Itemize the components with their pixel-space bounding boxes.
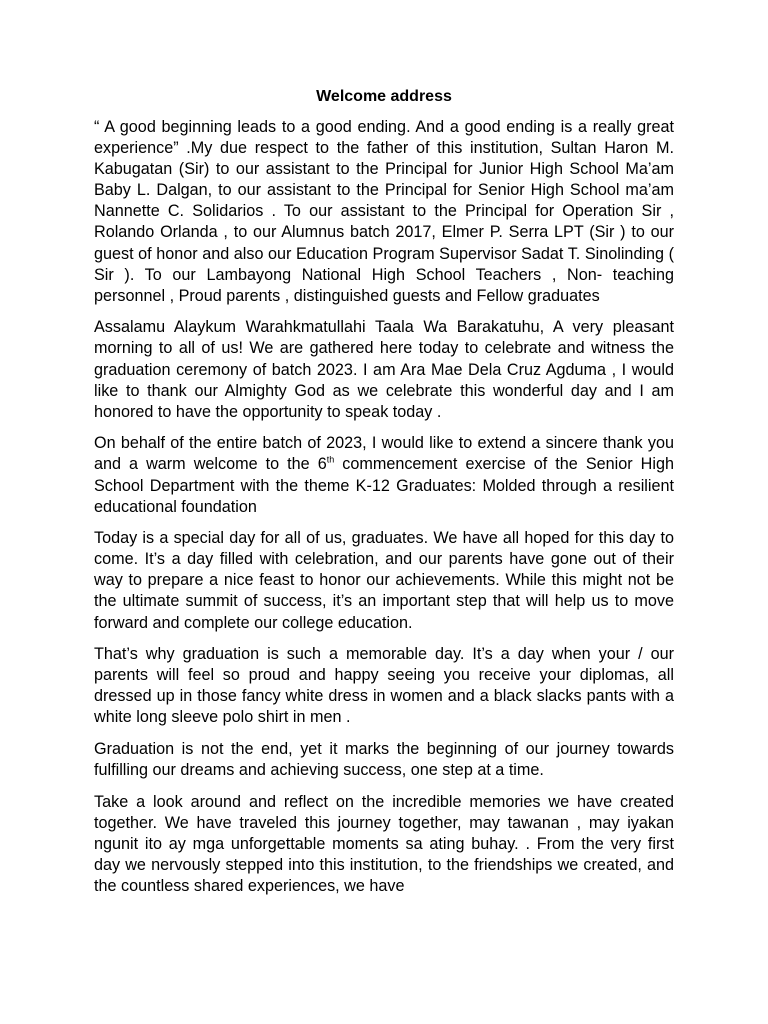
- paragraph-welcome-part2: commencement exercise of the Senior High School Department with the theme K-12 Graduates: Molded through a resilient educational foundation: [94, 455, 674, 516]
- paragraph-welcome-part1: On behalf of the entire batch of 2023, I would like to extend a sincere thank you and a warm welcome to the 6: [94, 434, 674, 474]
- document-body: [94, 117, 674, 908]
- paragraph-special-day: Today is a special day for all of us, graduates. We have all hoped for this day to come. It’s a day filled with celebration, and our parents have gone out of their way to prepare a nice feast to honor our achievements. While this might not be the ultimate summit of success, it’s an important step that will help us to move forward and complete our college education.: [94, 529, 674, 632]
- paragraph-greeting: Assalamu Alaykum Warahkmatullahi Taala Wa Barakatuhu, A very pleasant morning to all of us! We are gathered here today to celebrate and witness the graduation ceremony of batch 2023. I am Ara Mae Dela Cruz Agduma , I would like to thank our Almighty God as we celebrate this wonderful day and I am honored to have the opportunity to speak today .: [94, 318, 674, 421]
- ordinal-superscript: th: [326, 455, 335, 466]
- paragraph-memories: Take a look around and reflect on the incredible memories we have created together. We have traveled this journey together, may tawanan , may iyakan ngunit ito ay mga unforgettable moments sa ating buhay. . From the very first day we nervously stepped into this institution, to the friendships we created, and the countless shared experiences, we have: [94, 792, 674, 896]
- document-title: Welcome address: [316, 88, 452, 105]
- paragraph-memorable-day: That’s why graduation is such a memorable day. It’s a day when your / our parents will feel so proud and happy seeing you receive your diplomas, all dressed up in those fancy white dress in women and a black slacks pants with a white long sleeve polo shirt in men .: [94, 645, 674, 727]
- paragraph-not-the-end: Graduation is not the end, yet it marks the beginning of our journey towards fulfilling our dreams and achieving success, one step at a time.: [94, 740, 674, 780]
- paragraph-welcome: [94, 433, 674, 517]
- paragraph-salutation: “ A good beginning leads to a good ending. And a good ending is a really great experience” .My due respect to the father of this institution, Sultan Haron M. Kabugatan (Sir) to our assistant to the Principal for Junior High School Ma’am Baby L. Dalgan, to our assistant to the Principal for Senior High School ma’am Nannette C. Solidarios . To our assistant to the Principal for Operation Sir , Rolando Orlanda , to our Alumnus batch 2017, Elmer P. Serra LPT (Sir ) to our guest of honor and also our Education Program Supervisor Sadat T. Sinolinding ( Sir ). To our Lambayong National High School Teachers , Non- teaching personnel , Proud parents , distinguished guests and Fellow graduates: [94, 118, 674, 305]
